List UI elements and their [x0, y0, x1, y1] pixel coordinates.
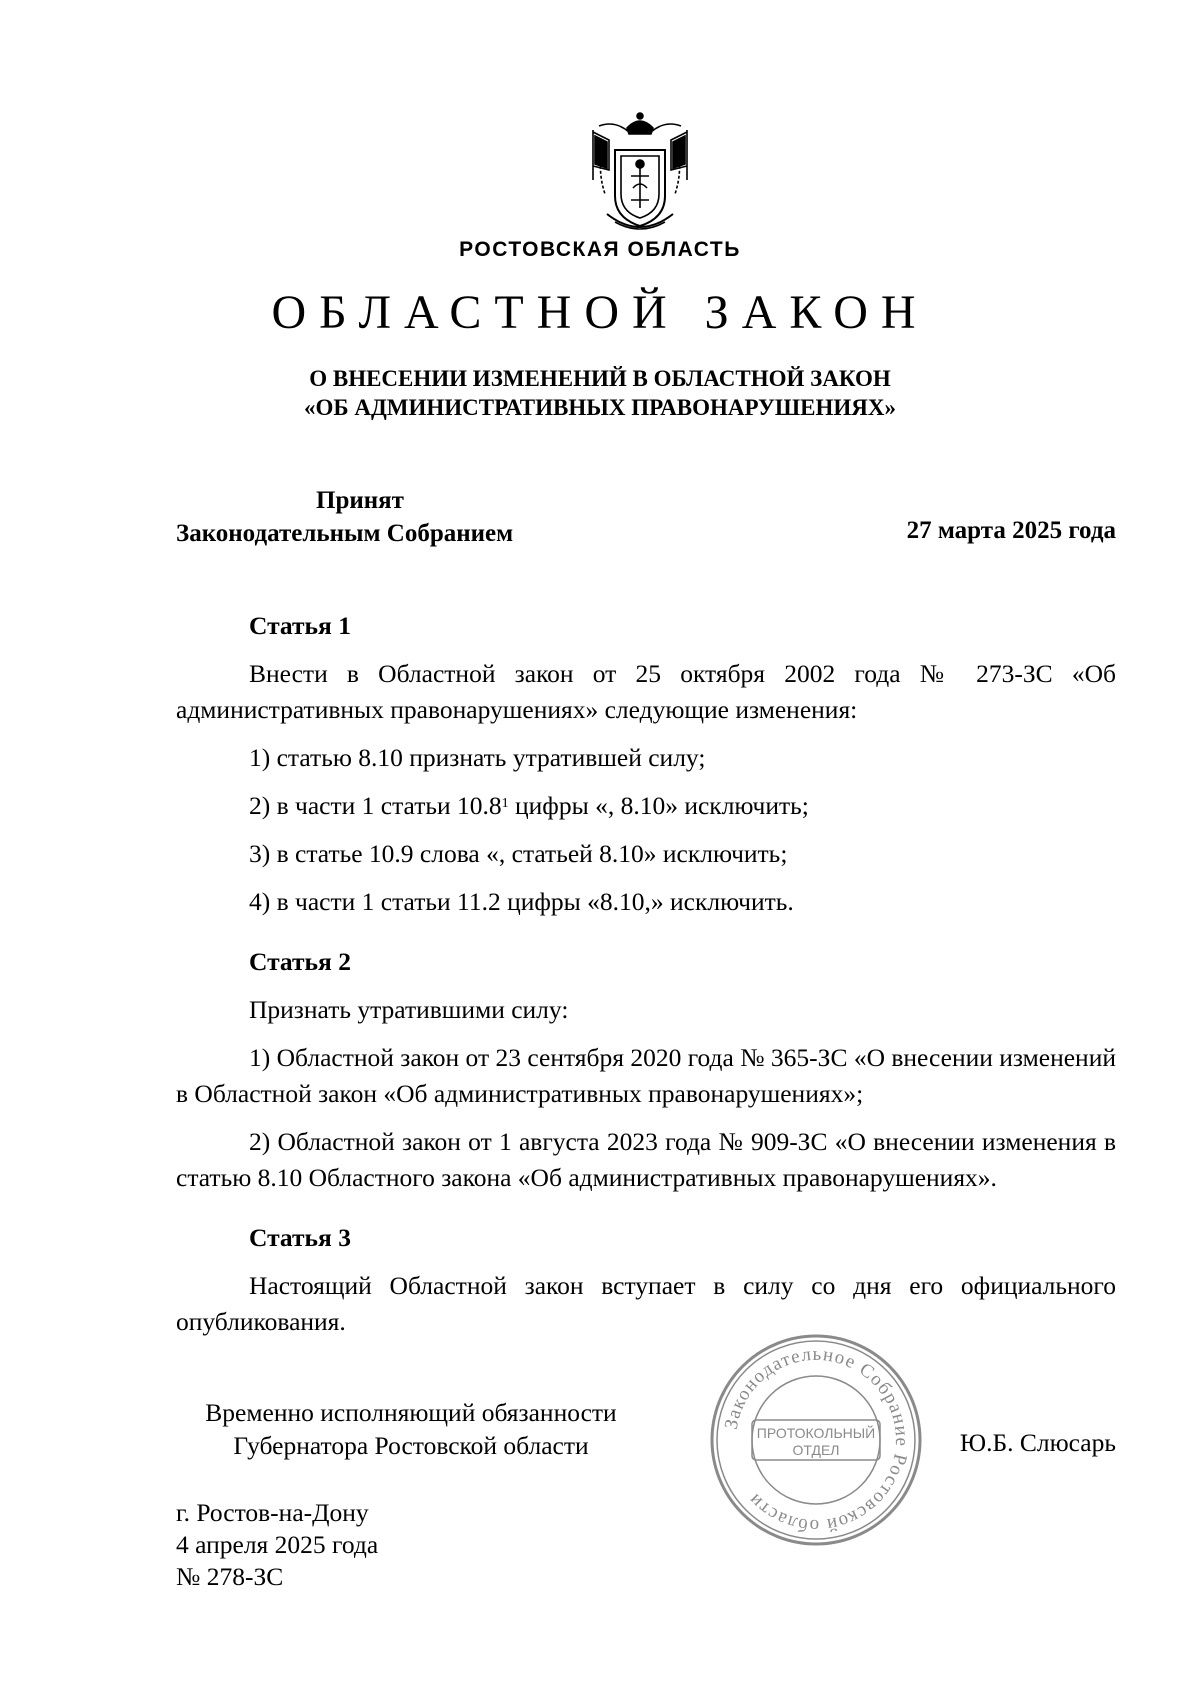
stamp-center-line-2: ОТДЕЛ — [792, 1442, 840, 1458]
article-2-item-1: 1) Областной закон от 23 сентября 2020 года № 365-ЗС «О внесении изменений в Областной закон «Об административных правонарушениях»; — [176, 1043, 1116, 1108]
article-1-item-2 — [176, 788, 1116, 824]
article-1-item-2-text-end: цифры «, 8.10» исключить; — [508, 791, 809, 820]
place-city: г. Ростов-на-Дону — [176, 1498, 369, 1527]
law-title — [0, 364, 1200, 422]
region-name: РОСТОВСКАЯ ОБЛАСТЬ — [459, 238, 741, 261]
signatory-role-line-2: Губернатора Ростовской области — [233, 1431, 589, 1460]
article-1-intro: Внести в Областной закон от 25 октября 2002 года № 273-ЗС «Об административных правонарушениях» следующие изменения: — [176, 659, 1116, 724]
law-title-line-2: «ОБ АДМИНИСТРАТИВНЫХ ПРАВОНАРУШЕНИЯХ» — [303, 395, 896, 420]
article-2-intro: Признать утратившими силу: — [249, 995, 569, 1024]
article-1-item-4: 4) в части 1 статьи 11.2 цифры «8.10,» исключить. — [249, 887, 794, 916]
signatory-role-line-1: Временно исполняющий обязанности — [205, 1398, 617, 1427]
coat-of-arms-emblem — [585, 110, 695, 238]
article-1-item-3: 3) в статье 10.9 слова «, статьей 8.10» исключить; — [249, 839, 788, 868]
law-title-line-1: О ВНЕСЕНИИ ИЗМЕНЕНИЙ В ОБЛАСТНОЙ ЗАКОН — [309, 366, 891, 391]
article-1-item-2-text: 2) в части 1 статьи 10.8 — [249, 791, 502, 820]
stamp-ring-text: Законодательное Собрание Ростовской области — [720, 1343, 913, 1537]
adoption-block — [176, 484, 513, 550]
document-body — [176, 608, 1116, 1340]
article-1-item-2-superscript: 1 — [501, 796, 509, 811]
stamp-center-line-1: ПРОТОКОЛЬНЫЙ — [756, 1425, 876, 1441]
law-number: № 278-ЗС — [176, 1562, 284, 1591]
law-type-title: ОБЛАСТНОЙ ЗАКОН — [271, 286, 929, 339]
article-3-text: Настоящий Областной закон вступает в силу со дня его официального опубликования. — [176, 1271, 1116, 1336]
article-2-heading: Статья 2 — [249, 947, 351, 976]
article-1-heading: Статья 1 — [249, 611, 351, 640]
adoption-line-2: Законодательным Собранием — [176, 520, 514, 547]
signing-date: 4 апреля 2025 года — [176, 1530, 379, 1559]
official-stamp — [706, 1330, 926, 1550]
article-1-item-1: 1) статью 8.10 признать утратившей силу; — [249, 743, 706, 772]
article-3-heading: Статья 3 — [249, 1223, 351, 1252]
article-2-item-2: 2) Областной закон от 1 августа 2023 года № 909-ЗС «О внесении изменения в статью 8.10 Областного закона «Об административных правонарушениях». — [176, 1127, 1116, 1192]
signatory-name: Ю.Б. Слюсарь — [959, 1428, 1116, 1457]
place-date-number — [176, 1497, 378, 1593]
signatory-role — [176, 1396, 646, 1462]
adoption-line-1: Принят — [316, 487, 404, 514]
adoption-date: 27 марта 2025 года — [906, 517, 1116, 544]
